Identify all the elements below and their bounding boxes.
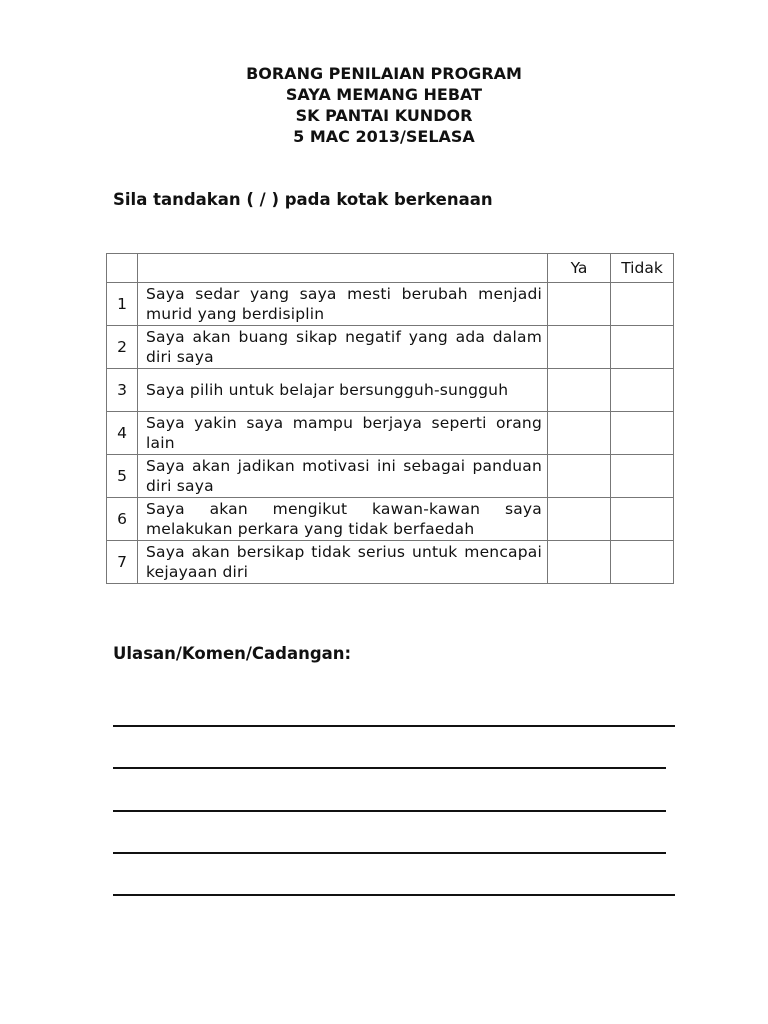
yes-checkbox-cell[interactable] [548,326,611,369]
form-date: 5 MAC 2013/SELASA [293,127,475,146]
row-number: 6 [107,498,138,541]
row-number: 7 [107,541,138,584]
comment-line[interactable] [113,894,675,896]
comments-label: Ulasan/Komen/Cadangan: [113,644,352,663]
row-statement: Saya yakin saya mampu berjaya seperti orang lain [138,412,548,455]
no-checkbox-cell[interactable] [611,283,674,326]
no-checkbox-cell[interactable] [611,326,674,369]
row-statement: Saya akan bersikap tidak serius untuk mencapai kejayaan diri [138,541,548,584]
table-row [107,455,674,498]
table-row [107,412,674,455]
yes-checkbox-cell[interactable] [548,369,611,412]
table-header-row [107,254,674,283]
row-statement: Saya akan buang sikap negatif yang ada dalam diri saya [138,326,548,369]
comment-line[interactable] [113,725,675,727]
form-title: BORANG PENILAIAN PROGRAM [246,64,522,83]
row-number: 4 [107,412,138,455]
school-name: SK PANTAI KUNDOR [295,106,473,125]
no-checkbox-cell[interactable] [611,455,674,498]
no-checkbox-cell[interactable] [611,412,674,455]
row-statement: Saya akan jadikan motivasi ini sebagai panduan diri saya [138,455,548,498]
header-yes: Ya [548,254,611,283]
row-statement: Saya pilih untuk belajar bersungguh-sungguh [138,369,548,412]
yes-checkbox-cell[interactable] [548,498,611,541]
row-number: 3 [107,369,138,412]
table-row [107,283,674,326]
form-heading [0,63,768,147]
table-row [107,326,674,369]
header-num-cell [107,254,138,283]
table-row [107,498,674,541]
row-statement: Saya akan mengikut kawan-kawan saya melakukan perkara yang tidak berfaedah [138,498,548,541]
row-number: 2 [107,326,138,369]
program-name: SAYA MEMANG HEBAT [285,85,483,104]
row-statement: Saya sedar yang saya mesti berubah menjadi murid yang berdisiplin [138,283,548,326]
instruction-text: Sila tandakan ( / ) pada kotak berkenaan [113,190,493,209]
header-no: Tidak [611,254,674,283]
yes-checkbox-cell[interactable] [548,541,611,584]
header-statement-cell [138,254,548,283]
comment-line[interactable] [113,767,666,769]
yes-checkbox-cell[interactable] [548,283,611,326]
no-checkbox-cell[interactable] [611,541,674,584]
table-row [107,369,674,412]
yes-checkbox-cell[interactable] [548,412,611,455]
comment-line[interactable] [113,852,666,854]
no-checkbox-cell[interactable] [611,369,674,412]
table-row [107,541,674,584]
row-number: 5 [107,455,138,498]
row-number: 1 [107,283,138,326]
evaluation-table [106,253,674,584]
yes-checkbox-cell[interactable] [548,455,611,498]
no-checkbox-cell[interactable] [611,498,674,541]
comment-line[interactable] [113,810,666,812]
